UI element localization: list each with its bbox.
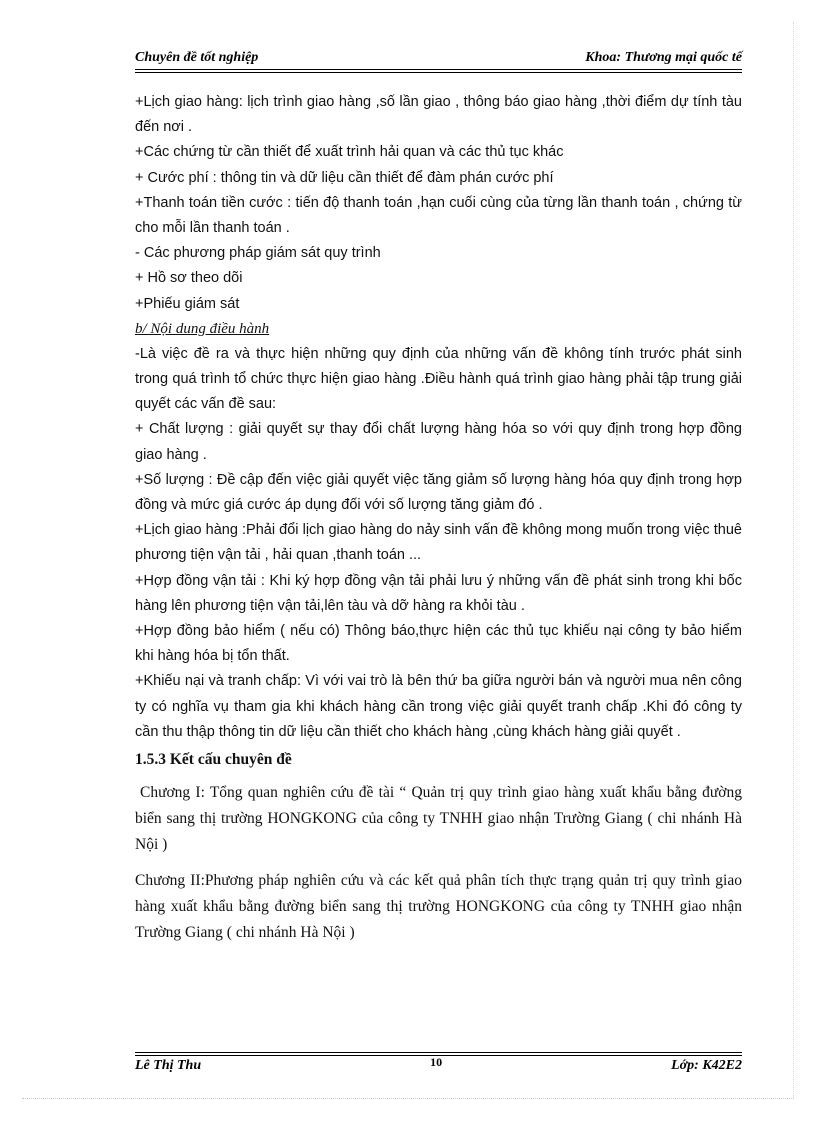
page-number: 10 [430, 1055, 443, 1069]
footer-class: Lớp: K42E2 [671, 1058, 742, 1073]
section-heading: 1.5.3 Kết cấu chuyên đề [135, 751, 292, 769]
page-border-bottom [22, 1098, 794, 1099]
paragraph: + Hồ sơ theo dõi [135, 270, 243, 287]
paragraph: - Các phương pháp giám sát quy trình [135, 245, 381, 262]
page-footer [135, 1055, 742, 1074]
page-body [135, 90, 742, 956]
header-rule-double [135, 72, 742, 73]
paragraph: +Các chứng từ cần thiết để xuất trình hải quan và các thủ tục khác [135, 144, 564, 161]
header-right: Khoa: Thương mại quốc tế [585, 50, 742, 65]
paragraph: + Cước phí : thông tin và dữ liệu cần thiết để đàm phán cước phí [135, 169, 554, 186]
chapter-description: Chương II:Phương pháp nghiên cứu và các kết quả phân tích thực trạng quản trị quy trình giao hàng xuất khẩu bằng đường biển sang thị trường HONGKONG của công ty TNHH giao nhận Trường Giang ( chi nhánh Hà Nội ) [135, 872, 742, 942]
page-header [135, 50, 742, 66]
footer-rule [135, 1052, 742, 1053]
paragraph: +Lịch giao hàng :Phải đổi lịch giao hàng do nảy sinh vấn đề không mong muốn trong việc thuê phương tiện vận tải , hải quan ,thanh toán ... [135, 522, 742, 564]
paragraph: -Là việc đề ra và thực hiện những quy định của những vấn đề không tính trước phát sinh trong quá trình tổ chức thực hiện giao hàng .Điều hành quá trình giao hàng phải tập trung giải quyết các vấn đề sau: [135, 345, 742, 413]
paragraph: +Thanh toán tiền cước : tiến độ thanh toán ,hạn cuối cùng của từng lần thanh toán , chứng từ cho mỗi lần thanh toán . [135, 194, 742, 237]
paragraph: +Lịch giao hàng: lịch trình giao hàng ,số lần giao , thông báo giao hàng ,thời điểm dự tính tàu đến nơi . [135, 94, 742, 136]
header-rule [135, 69, 742, 70]
header-left: Chuyên đề tốt nghiệp [135, 50, 259, 65]
page-border-right [793, 22, 794, 1098]
paragraph: +Số lượng : Đề cập đến việc giải quyết việc tăng giảm số lượng hàng hóa quy định trong hợp đồng và mức giá cước áp dụng đối với số lượng tăng giảm đó . [135, 471, 742, 514]
subheading: b/ Nội dung điều hành [135, 320, 270, 337]
paragraph: +Hợp đồng bảo hiểm ( nếu có) Thông báo,thực hiện các thủ tục khiếu nại công ty bảo hiểm khi hàng hóa bị tổn thất. [135, 623, 742, 665]
footer-author: Lê Thị Thu [135, 1058, 202, 1073]
paragraph: + Chất lượng : giải quyết sự thay đổi chất lượng hàng hóa so với quy định trong hợp đồng giao hàng . [135, 421, 742, 463]
chapter-description: Chương I: Tổng quan nghiên cứu đề tài “ Quản trị quy trình giao hàng xuất khẩu bằng đường biển sang thị trường HONGKONG của công ty TNHH giao nhận Trường Giang ( chi nhánh Hà Nội ) [135, 784, 742, 854]
paragraph: +Phiếu giám sát [135, 295, 240, 312]
paragraph: +Khiếu nại và tranh chấp: Vì với vai trò là bên thứ ba giữa người bán và người mua nên công ty có nghĩa vụ tham gia khi khách hàng cần trong việc giải quyết tranh chấp .Khi đó công ty cần thu thập thông tin dữ liệu cần thiết cho khách hàng ,cùng khách hàng giải quyết . [135, 673, 742, 740]
paragraph: +Hợp đồng vận tải : Khi ký hợp đồng vận tải phải lưu ý những vấn đề phát sinh trong khi bốc hàng lên phương tiện vận tải,lên tàu và dỡ hàng ra khỏi tàu . [135, 572, 742, 614]
